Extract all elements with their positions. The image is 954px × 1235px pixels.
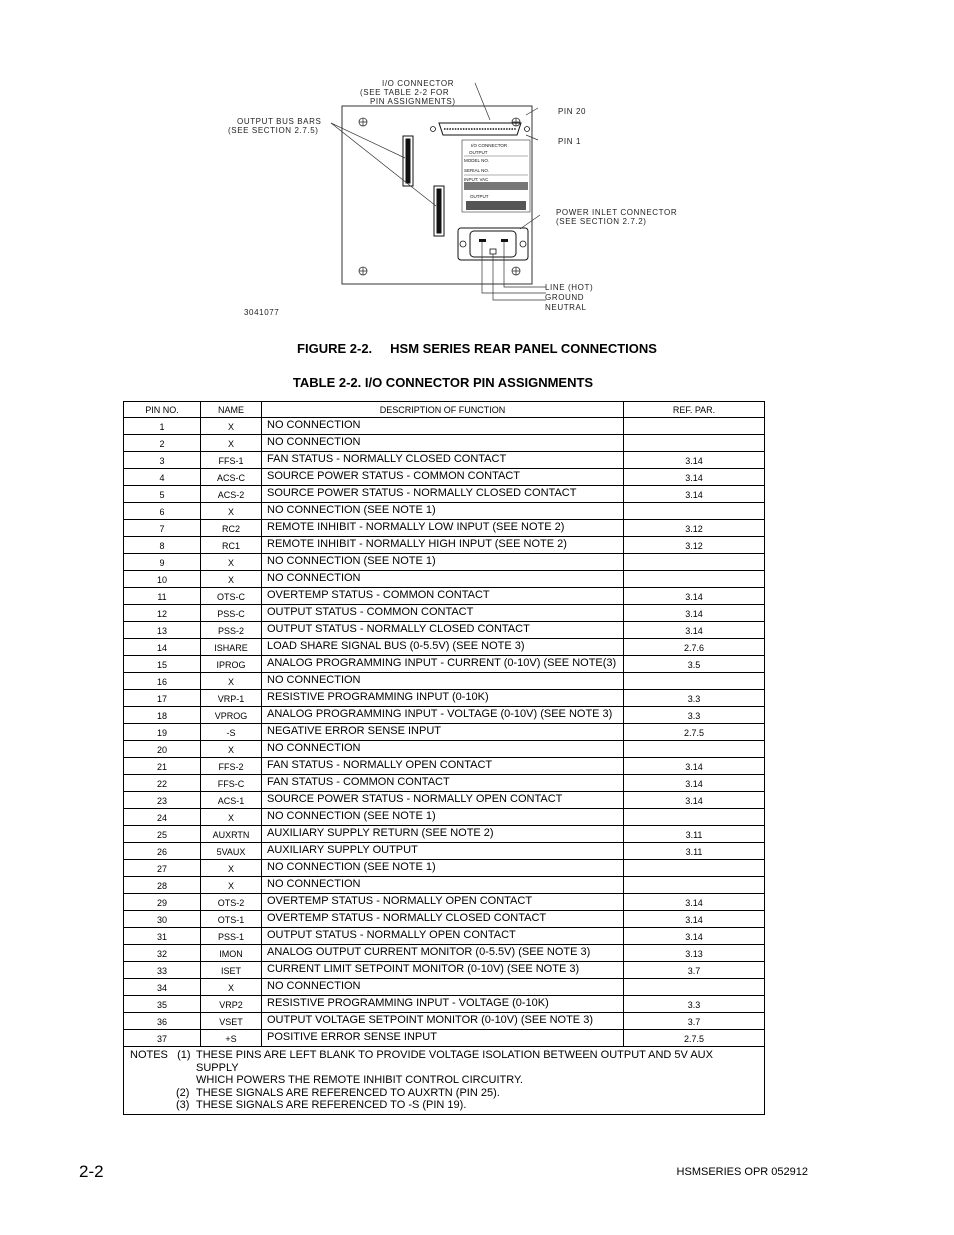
pin-name-cell: VRP2 bbox=[201, 996, 262, 1013]
ref-par-cell: 3.14 bbox=[624, 911, 765, 928]
pin-number-cell: 3 bbox=[124, 452, 201, 469]
description-cell: NO CONNECTION (SEE NOTE 1) bbox=[262, 503, 624, 520]
description-cell: OUTPUT STATUS - COMMON CONTACT bbox=[262, 605, 624, 622]
ref-par-cell: 3.14 bbox=[624, 758, 765, 775]
table-row bbox=[124, 792, 765, 809]
pin-name-cell: X bbox=[201, 503, 262, 520]
description-cell: FAN STATUS - NORMALLY CLOSED CONTACT bbox=[262, 452, 624, 469]
pin-name-cell: OTS-1 bbox=[201, 911, 262, 928]
description-cell: NO CONNECTION (SEE NOTE 1) bbox=[262, 809, 624, 826]
svg-text:OUTPUT BUS BARS: OUTPUT BUS BARS bbox=[237, 117, 322, 126]
description-cell: NO CONNECTION bbox=[262, 418, 624, 435]
pin-number-cell: 6 bbox=[124, 503, 201, 520]
pin-name-cell: X bbox=[201, 571, 262, 588]
table-row bbox=[124, 588, 765, 605]
table-row bbox=[124, 622, 765, 639]
description-cell: OUTPUT STATUS - NORMALLY CLOSED CONTACT bbox=[262, 622, 624, 639]
ref-par-cell: 3.3 bbox=[624, 707, 765, 724]
description-cell: OVERTEMP STATUS - NORMALLY OPEN CONTACT bbox=[262, 894, 624, 911]
pin-number-cell: 1 bbox=[124, 418, 201, 435]
pin-name-cell: ISET bbox=[201, 962, 262, 979]
svg-text:GROUND: GROUND bbox=[545, 293, 585, 302]
description-cell: RESISTIVE PROGRAMMING INPUT - VOLTAGE (0-10K) bbox=[262, 996, 624, 1013]
description-cell: OVERTEMP STATUS - NORMALLY CLOSED CONTACT bbox=[262, 911, 624, 928]
pin-number-cell: 18 bbox=[124, 707, 201, 724]
description-cell: OUTPUT STATUS - NORMALLY OPEN CONTACT bbox=[262, 928, 624, 945]
pin-number-cell: 9 bbox=[124, 554, 201, 571]
table-row bbox=[124, 809, 765, 826]
pin-name-cell: ACS-2 bbox=[201, 486, 262, 503]
table-row bbox=[124, 758, 765, 775]
header-name: NAME bbox=[201, 402, 262, 418]
svg-text:(SEE SECTION 2.7.5): (SEE SECTION 2.7.5) bbox=[228, 126, 319, 135]
page-number: 2-2 bbox=[79, 1162, 104, 1181]
table-row bbox=[124, 690, 765, 707]
description-cell: LOAD SHARE SIGNAL BUS (0-5.5V) (SEE NOTE 3) bbox=[262, 639, 624, 656]
table-row bbox=[124, 418, 765, 435]
ref-par-cell bbox=[624, 877, 765, 894]
table-row bbox=[124, 996, 765, 1013]
pin-name-cell: VRP-1 bbox=[201, 690, 262, 707]
pin-name-cell: FFS-1 bbox=[201, 452, 262, 469]
description-cell: NO CONNECTION bbox=[262, 979, 624, 996]
description-cell: NO CONNECTION (SEE NOTE 1) bbox=[262, 554, 624, 571]
svg-text:I/O CONNECTOR: I/O CONNECTOR bbox=[382, 79, 455, 88]
pin-name-cell: X bbox=[201, 435, 262, 452]
note-1: NOTES (1) THESE PINS ARE LEFT BLANK TO PROVIDE VOLTAGE ISOLATION BETWEEN OUTPUT AND 5V AUX SUPPLY bbox=[130, 1049, 713, 1074]
description-cell: RESISTIVE PROGRAMMING INPUT (0-10K) bbox=[262, 690, 624, 707]
ref-par-cell: 3.14 bbox=[624, 775, 765, 792]
pin-number-cell: 29 bbox=[124, 894, 201, 911]
ref-par-cell: 3.11 bbox=[624, 843, 765, 860]
pin-name-cell: VPROG bbox=[201, 707, 262, 724]
svg-text:(SEE TABLE 2-2 FOR: (SEE TABLE 2-2 FOR bbox=[360, 88, 450, 97]
output-bus-bars bbox=[403, 136, 444, 236]
table-row bbox=[124, 605, 765, 622]
pin-number-cell: 31 bbox=[124, 928, 201, 945]
pin-name-cell: ISHARE bbox=[201, 639, 262, 656]
table-row bbox=[124, 520, 765, 537]
pin-number-cell: 11 bbox=[124, 588, 201, 605]
description-cell: AUXILIARY SUPPLY RETURN (SEE NOTE 2) bbox=[262, 826, 624, 843]
pin-name-cell: RC2 bbox=[201, 520, 262, 537]
description-cell: NO CONNECTION (SEE NOTE 1) bbox=[262, 860, 624, 877]
ref-par-cell bbox=[624, 809, 765, 826]
table-row bbox=[124, 1030, 765, 1047]
pin-name-cell: PSS-C bbox=[201, 605, 262, 622]
pin-number-cell: 30 bbox=[124, 911, 201, 928]
note-2: (2) THESE SIGNALS ARE REFERENCED TO AUXRTN (PIN 25). bbox=[176, 1086, 500, 1099]
pin-name-cell: OTS-C bbox=[201, 588, 262, 605]
description-cell: NO CONNECTION bbox=[262, 673, 624, 690]
table-row bbox=[124, 639, 765, 656]
ref-par-cell: 3.14 bbox=[624, 792, 765, 809]
description-cell: NEGATIVE ERROR SENSE INPUT bbox=[262, 724, 624, 741]
pin-name-cell: FFS-C bbox=[201, 775, 262, 792]
table-row bbox=[124, 673, 765, 690]
description-cell: OUTPUT VOLTAGE SETPOINT MONITOR (0-10V) (SEE NOTE 3) bbox=[262, 1013, 624, 1030]
pin-number-cell: 4 bbox=[124, 469, 201, 486]
description-cell: POSITIVE ERROR SENSE INPUT bbox=[262, 1030, 624, 1047]
ref-par-cell bbox=[624, 503, 765, 520]
pin-name-cell: FFS-2 bbox=[201, 758, 262, 775]
description-cell: ANALOG PROGRAMMING INPUT - VOLTAGE (0-10V) (SEE NOTE 3) bbox=[262, 707, 624, 724]
description-cell: NO CONNECTION bbox=[262, 435, 624, 452]
description-cell: OVERTEMP STATUS - COMMON CONTACT bbox=[262, 588, 624, 605]
io-connector-drawing bbox=[431, 123, 530, 135]
description-cell: FAN STATUS - NORMALLY OPEN CONTACT bbox=[262, 758, 624, 775]
ref-par-cell: 3.14 bbox=[624, 469, 765, 486]
figure-caption bbox=[0, 341, 954, 356]
table-row bbox=[124, 843, 765, 860]
table-row bbox=[124, 894, 765, 911]
rear-panel-drawing bbox=[220, 78, 690, 328]
pin-name-cell: X bbox=[201, 877, 262, 894]
svg-text:NEUTRAL: NEUTRAL bbox=[545, 303, 587, 312]
description-cell: REMOTE INHIBIT - NORMALLY HIGH INPUT (SEE NOTE 2) bbox=[262, 537, 624, 554]
pin-number-cell: 36 bbox=[124, 1013, 201, 1030]
pin-number-cell: 37 bbox=[124, 1030, 201, 1047]
pin-name-cell: IMON bbox=[201, 945, 262, 962]
table-row bbox=[124, 826, 765, 843]
pin-number-cell: 21 bbox=[124, 758, 201, 775]
ref-par-cell: 3.7 bbox=[624, 962, 765, 979]
ref-par-cell bbox=[624, 554, 765, 571]
pin-number-cell: 8 bbox=[124, 537, 201, 554]
svg-text:3041077: 3041077 bbox=[244, 308, 280, 317]
description-cell: FAN STATUS - COMMON CONTACT bbox=[262, 775, 624, 792]
ref-par-cell: 3.11 bbox=[624, 826, 765, 843]
header-pin-no: PIN NO. bbox=[124, 402, 201, 418]
ref-par-cell: 3.5 bbox=[624, 656, 765, 673]
pin-name-cell: OTS-2 bbox=[201, 894, 262, 911]
table-body bbox=[124, 418, 765, 1047]
ref-par-cell bbox=[624, 860, 765, 877]
pin-number-cell: 15 bbox=[124, 656, 201, 673]
pin-name-cell: IPROG bbox=[201, 656, 262, 673]
pin-number-cell: 25 bbox=[124, 826, 201, 843]
ref-par-cell: 2.7.6 bbox=[624, 639, 765, 656]
pin-name-cell: PSS-1 bbox=[201, 928, 262, 945]
description-cell: CURRENT LIMIT SETPOINT MONITOR (0-10V) (SEE NOTE 3) bbox=[262, 962, 624, 979]
ref-par-cell: 3.13 bbox=[624, 945, 765, 962]
pin-number-cell: 32 bbox=[124, 945, 201, 962]
pin-name-cell: AUXRTN bbox=[201, 826, 262, 843]
pin-name-cell: VSET bbox=[201, 1013, 262, 1030]
svg-text:I/O CONNECTOR: I/O CONNECTOR bbox=[471, 143, 508, 148]
table-header-row bbox=[124, 402, 765, 418]
pin-number-cell: 24 bbox=[124, 809, 201, 826]
pin-name-cell: +S bbox=[201, 1030, 262, 1047]
table-row bbox=[124, 452, 765, 469]
ref-par-cell: 3.14 bbox=[624, 452, 765, 469]
table-row bbox=[124, 928, 765, 945]
svg-text:PIN 20: PIN 20 bbox=[558, 107, 587, 116]
description-cell: ANALOG PROGRAMMING INPUT - CURRENT (0-10V) (SEE NOTE(3) bbox=[262, 656, 624, 673]
table-row bbox=[124, 1013, 765, 1030]
table-row bbox=[124, 469, 765, 486]
svg-text:POWER INLET CONNECTOR: POWER INLET CONNECTOR bbox=[556, 208, 678, 217]
description-cell: SOURCE POWER STATUS - NORMALLY OPEN CONTACT bbox=[262, 792, 624, 809]
pin-name-cell: X bbox=[201, 809, 262, 826]
svg-text:PIN 1: PIN 1 bbox=[558, 137, 582, 146]
table-row bbox=[124, 554, 765, 571]
svg-text:SERIAL NO.: SERIAL NO. bbox=[464, 168, 490, 173]
ref-par-cell bbox=[624, 571, 765, 588]
ref-par-cell: 3.14 bbox=[624, 622, 765, 639]
table-row bbox=[124, 877, 765, 894]
table-caption: TABLE 2-2. I/O CONNECTOR PIN ASSIGNMENTS bbox=[292, 375, 594, 390]
header-description: DESCRIPTION OF FUNCTION bbox=[262, 402, 624, 418]
pin-number-cell: 35 bbox=[124, 996, 201, 1013]
notes-row bbox=[124, 1047, 765, 1115]
ref-par-cell bbox=[624, 435, 765, 452]
pin-name-cell: X bbox=[201, 554, 262, 571]
description-cell: NO CONNECTION bbox=[262, 877, 624, 894]
pin-number-cell: 22 bbox=[124, 775, 201, 792]
pin-name-cell: X bbox=[201, 741, 262, 758]
pin-number-cell: 27 bbox=[124, 860, 201, 877]
description-cell: REMOTE INHIBIT - NORMALLY LOW INPUT (SEE NOTE 2) bbox=[262, 520, 624, 537]
description-cell: NO CONNECTION bbox=[262, 741, 624, 758]
ref-par-cell bbox=[624, 418, 765, 435]
ref-par-cell: 3.12 bbox=[624, 537, 765, 554]
ref-par-cell: 3.3 bbox=[624, 996, 765, 1013]
ref-par-cell: 3.7 bbox=[624, 1013, 765, 1030]
svg-text:MODEL NO.: MODEL NO. bbox=[464, 158, 490, 163]
table-row bbox=[124, 860, 765, 877]
svg-text:OUTPUT: OUTPUT bbox=[469, 150, 488, 155]
pin-name-cell: ACS-C bbox=[201, 469, 262, 486]
pin-number-cell: 33 bbox=[124, 962, 201, 979]
pin-number-cell: 14 bbox=[124, 639, 201, 656]
ref-par-cell: 3.14 bbox=[624, 894, 765, 911]
rating-label bbox=[462, 140, 530, 212]
table-row bbox=[124, 945, 765, 962]
document-id: HSMSERIES OPR 052912 bbox=[676, 1166, 808, 1178]
pin-number-cell: 20 bbox=[124, 741, 201, 758]
table-row bbox=[124, 707, 765, 724]
svg-text:LINE (HOT): LINE (HOT) bbox=[545, 283, 594, 292]
description-cell: NO CONNECTION bbox=[262, 571, 624, 588]
ref-par-cell: 3.14 bbox=[624, 605, 765, 622]
rear-panel-figure bbox=[220, 78, 690, 328]
pin-name-cell: PSS-2 bbox=[201, 622, 262, 639]
figure-caption-number: FIGURE 2-2. bbox=[297, 341, 373, 356]
pin-number-cell: 16 bbox=[124, 673, 201, 690]
ref-par-cell bbox=[624, 979, 765, 996]
svg-text:(SEE SECTION 2.7.2): (SEE SECTION 2.7.2) bbox=[556, 217, 647, 226]
note-1-continuation: WHICH POWERS THE REMOTE INHIBIT CONTROL CIRCUITRY. bbox=[196, 1074, 523, 1086]
svg-text:PIN ASSIGNMENTS): PIN ASSIGNMENTS) bbox=[370, 97, 456, 106]
ref-par-cell: 2.7.5 bbox=[624, 724, 765, 741]
table-row bbox=[124, 911, 765, 928]
pin-name-cell: -S bbox=[201, 724, 262, 741]
pin-name-cell: 5VAUX bbox=[201, 843, 262, 860]
pin-number-cell: 19 bbox=[124, 724, 201, 741]
pin-number-cell: 7 bbox=[124, 520, 201, 537]
pin-name-cell: X bbox=[201, 860, 262, 877]
ref-par-cell: 2.7.5 bbox=[624, 1030, 765, 1047]
ref-par-cell: 3.3 bbox=[624, 690, 765, 707]
pin-number-cell: 5 bbox=[124, 486, 201, 503]
pin-number-cell: 10 bbox=[124, 571, 201, 588]
svg-text:INPUT: VAC: INPUT: VAC bbox=[464, 177, 489, 182]
table-row bbox=[124, 503, 765, 520]
pin-number-cell: 2 bbox=[124, 435, 201, 452]
pin-name-cell: X bbox=[201, 979, 262, 996]
table-row bbox=[124, 656, 765, 673]
ref-par-cell: 3.14 bbox=[624, 588, 765, 605]
pin-number-cell: 23 bbox=[124, 792, 201, 809]
description-cell: SOURCE POWER STATUS - COMMON CONTACT bbox=[262, 469, 624, 486]
ref-par-cell: 3.12 bbox=[624, 520, 765, 537]
table-row bbox=[124, 962, 765, 979]
figure-caption-title: HSM SERIES REAR PANEL CONNECTIONS bbox=[390, 341, 657, 356]
notes-cell bbox=[124, 1047, 765, 1115]
table-row bbox=[124, 741, 765, 758]
table-row bbox=[124, 724, 765, 741]
pin-number-cell: 17 bbox=[124, 690, 201, 707]
ref-par-cell bbox=[624, 741, 765, 758]
pin-number-cell: 26 bbox=[124, 843, 201, 860]
description-cell: AUXILIARY SUPPLY OUTPUT bbox=[262, 843, 624, 860]
pin-name-cell: RC1 bbox=[201, 537, 262, 554]
pin-name-cell: X bbox=[201, 673, 262, 690]
notes-label: NOTES (1) bbox=[130, 1049, 191, 1061]
svg-text:OUTPUT: OUTPUT bbox=[470, 194, 489, 199]
pin-number-cell: 28 bbox=[124, 877, 201, 894]
table-row bbox=[124, 979, 765, 996]
table-row bbox=[124, 486, 765, 503]
pin-number-cell: 12 bbox=[124, 605, 201, 622]
pin-number-cell: 34 bbox=[124, 979, 201, 996]
description-cell: SOURCE POWER STATUS - NORMALLY CLOSED CONTACT bbox=[262, 486, 624, 503]
table-row bbox=[124, 775, 765, 792]
pin-name-cell: ACS-1 bbox=[201, 792, 262, 809]
table-row bbox=[124, 571, 765, 588]
ref-par-cell: 3.14 bbox=[624, 486, 765, 503]
pin-assignment-table bbox=[123, 401, 765, 1115]
ref-par-cell: 3.14 bbox=[624, 928, 765, 945]
ref-par-cell bbox=[624, 673, 765, 690]
table-row bbox=[124, 537, 765, 554]
pin-name-cell: X bbox=[201, 418, 262, 435]
table-row bbox=[124, 435, 765, 452]
pin-number-cell: 13 bbox=[124, 622, 201, 639]
description-cell: ANALOG OUTPUT CURRENT MONITOR (0-5.5V) (SEE NOTE 3) bbox=[262, 945, 624, 962]
header-ref-par: REF. PAR. bbox=[624, 402, 765, 418]
note-3: (3) THESE SIGNALS ARE REFERENCED TO -S (PIN 19). bbox=[176, 1099, 467, 1111]
